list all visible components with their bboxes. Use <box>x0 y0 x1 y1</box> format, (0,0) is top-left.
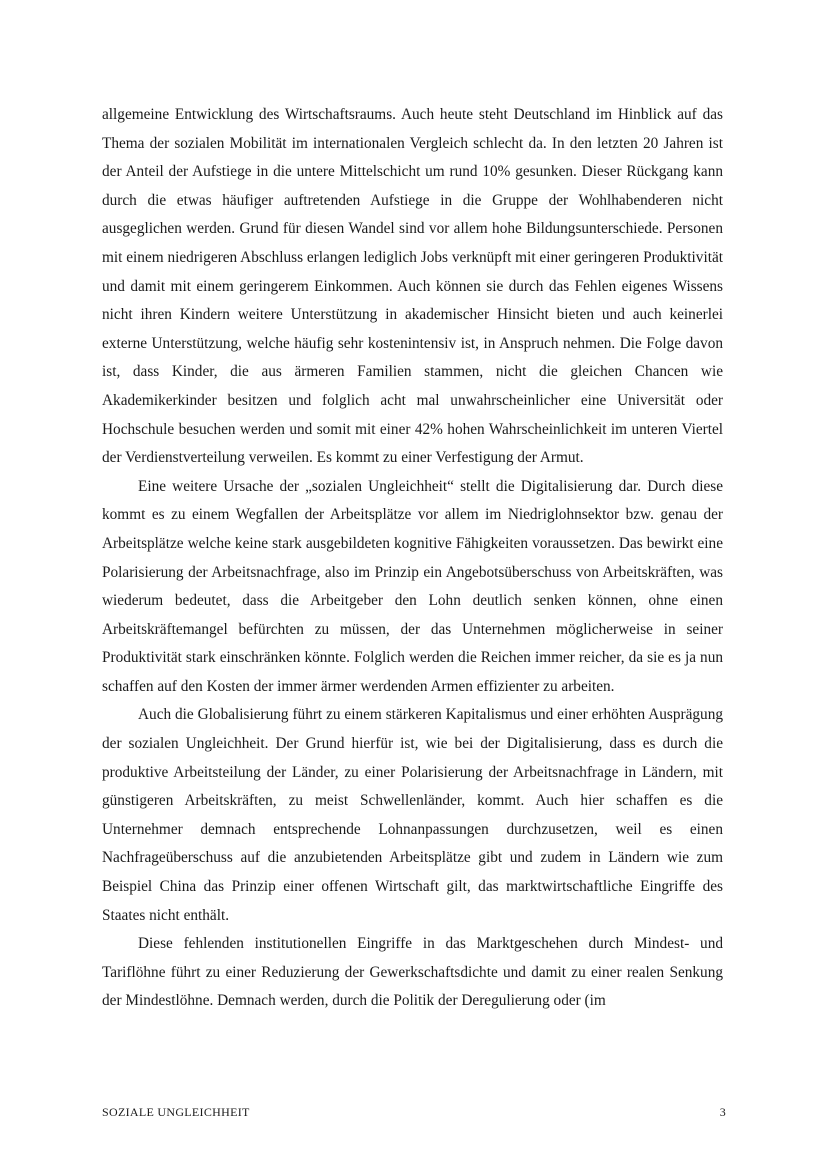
paragraph-continued: allgemeine Entwicklung des Wirtschaftsraums. Auch heute steht Deutschland im Hinblick auf das Thema der sozialen Mobilität im internationalen Vergleich schlecht da. In den letzten 20 Jahren ist der Anteil der Aufstiege in die untere Mittelschicht um rund 10% gesunken. Dieser Rückgang kann durch die etwas häufiger auftretenden Aufstiege in die Gruppe der Wohlhabenderen nicht ausgeglichen werden. Grund für diesen Wandel sind vor allem hohe Bildungsunterschiede. Personen mit einem niedrigeren Abschluss erlangen lediglich Jobs verknüpft mit einer geringeren Produktivität und damit mit einem geringerem Einkommen. Auch können sie durch das Fehlen eigenes Wissens nicht ihren Kindern weitere Unterstützung in akademischer Hinsicht bieten und auch keinerlei externe Unterstützung, welche häufig sehr kostenintensiv ist, in Anspruch nehmen. Die Folge davon ist, dass Kinder, die aus ärmeren Familien stammen, nicht die gleichen Chancen wie Akademikerkinder besitzen und folglich acht mal unwahrscheinlicher eine Universität oder Hochschule besuchen werden und somit mit einer 42% hohen Wahrscheinlichkeit im unteren Viertel der Verdienstverteilung verweilen. Es kommt zu einer Verfestigung der Armut. <box>102 106 723 467</box>
page-number: 3 <box>719 1105 726 1119</box>
paragraph-globalisierung: Auch die Globalisierung führt zu einem stärkeren Kapitalismus und einer erhöhten Ausprägung der sozialen Ungleichheit. Der Grund hierfür ist, wie bei der Digitalisierung, dass es durch die produktive Arbeitsteilung der Länder, zu einer Polarisierung der Arbeitsnachfrage in Ländern, mit günstigeren Arbeitskräften, zu meist Schwellenländer, kommt. Auch hier schaffen es die Unternehmer demnach entsprechende Lohnanpassungen durchzusetzen, weil es einen Nachfrageüberschuss auf die anzubietenden Arbeitsplätze gibt und zudem in Ländern wie zum Beispiel China das Prinzip einer offenen Wirtschaft gilt, das marktwirtschaftliche Eingriffe des Staates nicht enthält. <box>102 706 723 924</box>
body-text <box>102 101 723 1016</box>
paragraph-institutionen: Diese fehlenden institutionellen Eingriffe in das Marktgeschehen durch Mindest- und Tariflöhne führt zu einer Reduzierung der Gewerkschaftsdichte und damit zu einer realen Senkung der Mindestlöhne. Demnach werden, durch die Politik der Deregulierung oder (im <box>102 935 723 1010</box>
paragraph-digitalisierung: Eine weitere Ursache der „sozialen Ungleichheit“ stellt die Digitalisierung dar. Durch diese kommt es zu einem Wegfallen der Arbeitsplätze vor allem im Niedriglohnsektor bzw. genau der Arbeitsplätze welche keine stark ausgebildeten kognitive Fähigkeiten voraussetzen. Das bewirkt eine Polarisierung der Arbeitsnachfrage, also im Prinzip ein Angebotsüberschuss von Arbeitskräften, was wiederum bedeutet, dass die Arbeitgeber den Lohn deutlich senken können, ohne einen Arbeitskräftemangel befürchten zu müssen, der das Unternehmen möglicherweise in seiner Produktivität stark einschränken könnte. Folglich werden die Reichen immer reicher, da sie es ja nun schaffen auf den Kosten der immer ärmer werdenden Armen effizienter zu arbeiten. <box>102 477 723 695</box>
page-footer <box>102 1105 726 1120</box>
running-title: SOZIALE UNGLEICHHEIT <box>102 1105 250 1119</box>
